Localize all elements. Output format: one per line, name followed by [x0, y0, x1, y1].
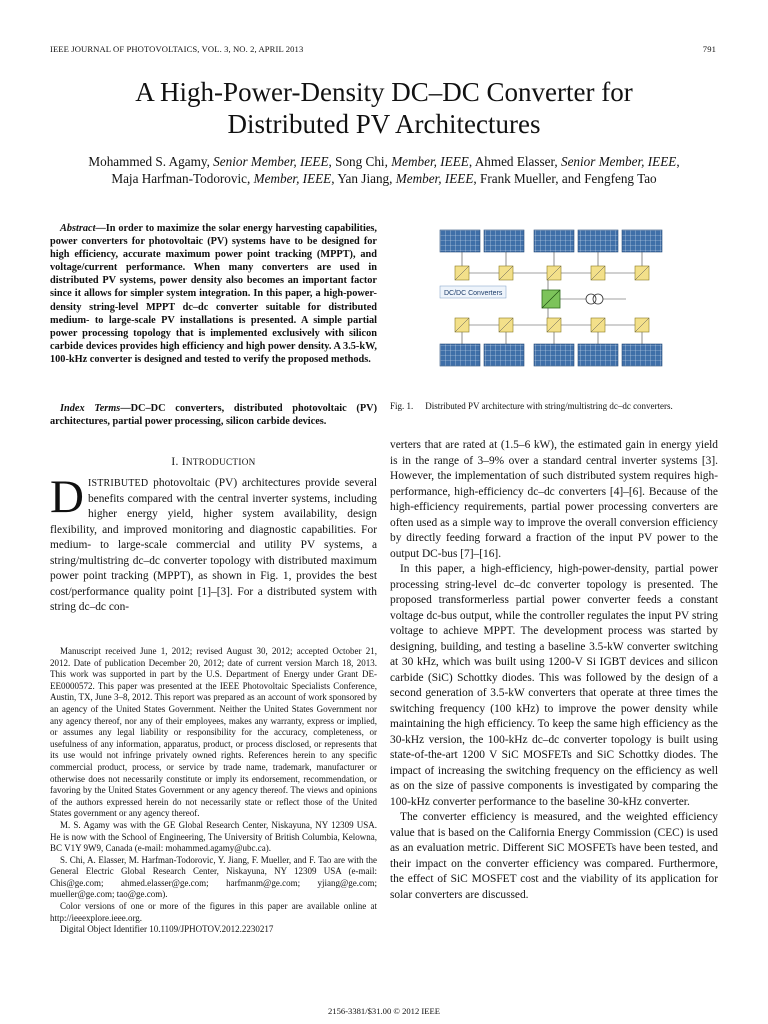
pv-panel-row-top: [440, 230, 662, 252]
paragraph: The converter efficiency is measured, and the weighted efficiency value that is based on the California Energy Commission (CEC) is used as an evaluation metric. Different SiC MOSFETs have been tested, and their impact on the converter efficiency was compared. Furthermore, the effect of SiC MOSFET cost and the viability of its application for solar converters are discussed.: [390, 811, 718, 901]
title-line-2: Distributed PV Architectures: [227, 109, 541, 139]
footnote: S. Chi, A. Elasser, M. Harfman-Todorovic, Y. Jiang, F. Mueller, and F. Tao are with the General Electric Global Research Center, Niskayuna, NY 12309 USA (e-mail: Chis@ge.com; ahmed.elasser@ge.com; harfmanm@ge.com; yjiang@ge.com; mueller@ge.com; tao@ge.com).: [50, 854, 377, 900]
section-title-rest: NTRODUCTION: [185, 457, 256, 467]
author-name: Song Chi: [335, 154, 385, 169]
paragraph: verters that are rated at (1.5–6 kW), the estimated gain in energy yield is in the range of 3–9% over a standard central inverter systems [3]. However, the implementation of such distributed system requires high-performance, high-efficiency dc–dc converters [4]–[6]. Because of the high-efficiency requirements, partial power processing converters are often used as a simple way to improve the overall conversion efficiency by directly feeding forward a fraction of the input PV power to the output DC-bus [7]–[16].: [390, 439, 718, 560]
author-role: Member, IEEE: [395, 171, 474, 186]
pv-architecture-diagram: [436, 226, 670, 370]
section-heading: [50, 456, 377, 468]
index-terms-label: Index Terms: [60, 403, 121, 414]
transformer-icon: [586, 294, 603, 304]
footnote: Digital Object Identifier 10.1109/JPHOTOV.2012.2230217: [60, 924, 274, 935]
dc-dc-label: DC/DC Converters: [444, 290, 503, 297]
running-header: IEEE JOURNAL OF PHOTOVOLTAICS, VOL. 3, NO. 2, APRIL 2013: [50, 44, 304, 54]
footnote: Color versions of one or more of the figures in this paper are available online at http://ieeexplore.ieee.org.: [50, 901, 377, 923]
figure-caption-text: Distributed PV architecture with string/multistring dc–dc converters.: [425, 401, 673, 411]
abstract: Abstract—In order to maximize the solar energy harvesting capabilities, power converters for photovoltaic (PV) systems have to be designed for high efficiency, accurate maximum power point tracking (MPPT), and voltage/current performance. When many converters are used in distributed PV systems, power density also becomes an important factor since it allows for simpler system integration. In this paper, a high-power-density string-level MPPT dc–dc converter suitable for distributed medium- to large-scale PV installations is presented. A simple partial power processing topology that is implemented exclusively with silicon carbide devices provides high efficiency and high power density. A 3.5-kW, 100-kHz converter is designed and tested to verify the proposed methods.: [50, 223, 377, 365]
author-list: Mohammed S. Agamy, Senior Member, IEEE, Song Chi, Member, IEEE, Ahmed Elasser, Senior Member, IEEE, Maja Harfman-Todorovic, Member, IEEE, Yan Jiang, Member, IEEE, Frank Mueller, and Fengfeng Tao: [88, 154, 680, 186]
author-name: Fengfeng Tao: [584, 171, 657, 186]
footnote: Manuscript received June 1, 2012; revised August 30, 2012; accepted October 21, 2012. Date of publication December 20, 2012; date of current version March 18, 2013. This work was supported in part by the U.S. Department of Energy under Grant DE-EE0000572. This paper was presented at the IEEE Photovoltaic Specialists Conference, Austin, TX, June 3–8, 2012. This report was prepared as an account of work sponsored by an agency of the United States Government. Neither the United States Government nor any agency thereof, nor any of their employees, makes any warranty, express or implied, or assumes any legal liability or responsibility for the accuracy, completeness, or usefulness of any information, apparatus, product, or process disclosed, or represents that its use would not infringe privately owned rights. References herein to any specific commercial product, process, or service by trade name, trademark, manufacturer or otherwise does not necessarily constitute or imply its endorsement, recommendation, or favoring by the United States Government or any agency thereof. The views and opinions of the authors expressed herein do not necessarily state or reflect those of the United States government or any agency thereof.: [50, 646, 377, 819]
issn-footer: 2156-3381/$31.00 © 2012 IEEE: [327, 1006, 441, 1016]
author-role: Member, IEEE: [253, 171, 332, 186]
paper-title: [40, 76, 728, 140]
author-name: Yan Jiang: [337, 171, 390, 186]
author-name: Frank Mueller: [479, 171, 556, 186]
figure-1: [436, 226, 670, 370]
page-number: 791: [702, 44, 716, 54]
intro-text: photovoltaic (PV) architectures provide several benefits compared with the central inverter systems, including higher energy yield, higher system availability, design flexibility, and improved monitoring and diagnostic capabilities. For medium- to large-scale commercial and utility PV systems, a string/multistring dc–dc converter topology with distributed maximum power point tracking (MPPT), as shown in Fig. 1, provides the best cost/performance quality point [1]–[3]. For a distributed system with string dc–dc con-: [50, 477, 377, 613]
author-name: Maja Harfman-Todorovic: [111, 171, 248, 186]
section-number: I.: [171, 456, 179, 468]
author-name: Ahmed Elasser: [474, 154, 555, 169]
author-role: Senior Member, IEEE: [213, 154, 329, 169]
abstract-text: In order to maximize the solar energy harvesting capabilities, power converters for photovoltaic (PV) systems have to be designed for high efficiency, accurate maximum power point tracking (MPPT), and voltage/current performance. When many converters are used in distributed PV systems, power density also becomes an important factor since it allows for simpler system integration. In this paper, a high-power-density string-level MPPT dc–dc converter suitable for distributed medium- to large-scale PV installations is presented. A simple partial power processing topology that is implemented exclusively with silicon carbide devices provides high efficiency and high power density. A 3.5-kW, 100-kHz converter is designed and tested to verify the proposed methods.: [50, 223, 377, 365]
footnote: M. S. Agamy was with the GE Global Research Center, Niskayuna, NY 12309 USA. He is now with the School of Engineering, The University of British Columbia, Kelowna, BC V1Y 9W9, Canada (e-mail: mohammed.agamy@ubc.ca).: [50, 819, 377, 854]
index-terms: Index Terms—DC–DC converters, distributed photovoltaic (PV) architectures, partial power processing, silicon carbide devices.: [50, 403, 377, 428]
intro-paragraph: [50, 471, 377, 616]
right-column-body: [390, 438, 718, 903]
paragraph: In this paper, a high-efficiency, high-power-density, partial power processing string-level dc–dc converter topology is presented. The proposed transformerless partial power converter feeds a constant voltage dc-bus output, while the controller regulates the input PV string voltage to achieve MPPT. The development process was started by designing, building, and testing a baseline 3.5-kW converter switching at 30 kHz, which was built using 1200-V Si IGBT devices and silicon carbide (SiC) Schottky diodes. This was followed by the design of a second generation of 3.5-kW converters that operate at three times the switching frequency (100 kHz) to improve the power density while maintaining the high efficiency. To keep the same high efficiency as the 30-kHz version, the 100-kHz dc–dc converter topology is built using state-of-the-art 1200 V SiC MOSFETs and SiC Schottky diodes. The impact of increasing the switching frequency on the efficiency as well as on the size of passive components is investigated by comparing the 100-kHz converter performance to the baseline 30-kHz converter.: [390, 563, 718, 808]
abstract-label: Abstract: [60, 223, 96, 234]
author-name: Mohammed S. Agamy: [88, 154, 207, 169]
footnotes: [50, 646, 377, 936]
author-role: Member, IEEE: [391, 154, 469, 169]
section-title-initial: I: [181, 456, 186, 468]
intro-smallcaps: ISTRIBUTED: [87, 478, 149, 489]
figure-label: Fig. 1.: [390, 401, 414, 411]
title-line-1: A High-Power-Density DC–DC Converter for: [135, 77, 633, 107]
drop-cap: D: [50, 471, 84, 523]
figure-caption: [390, 400, 718, 412]
author-conjunction: and: [561, 171, 581, 186]
author-role: Senior Member, IEEE: [560, 154, 677, 169]
index-terms-text: DC–DC converters, distributed photovoltaic (PV) architectures, partial power processing, silicon carbide devices.: [50, 403, 377, 428]
pv-panel-row-bottom: [440, 344, 662, 366]
